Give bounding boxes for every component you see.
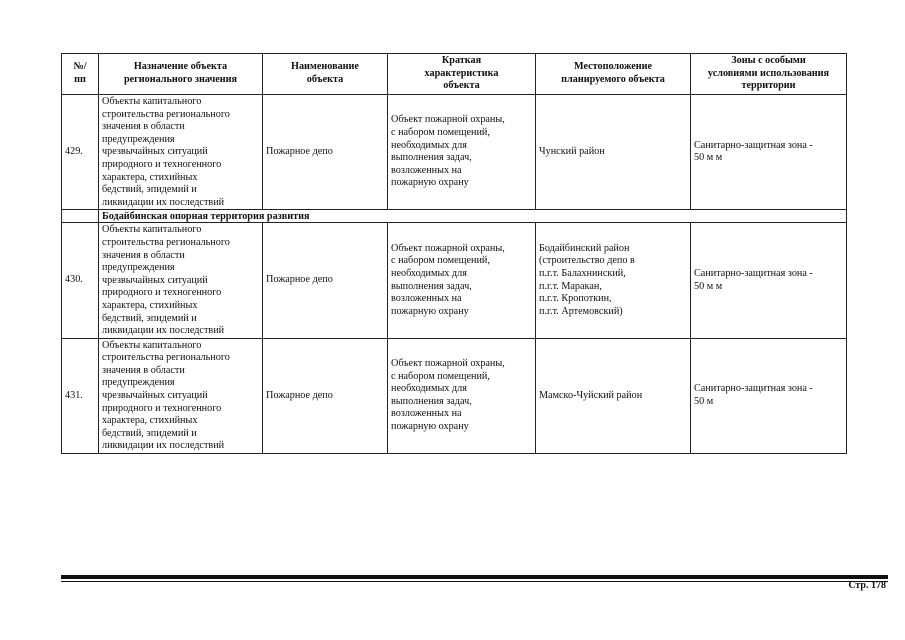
row-number: 429. [62,95,99,210]
row-object-name: Пожарное депо [263,223,388,338]
row-object-name: Пожарное депо [263,95,388,210]
row-location: Бодайбинский район (строительство депо в п.г.т. Балахнинский, п.г.т. Маракан, п.г.т. Кропоткин, п.г.т. Артемовский) [536,223,691,338]
row-purpose: Объекты капитального строительства регионального значения в области предупреждения чрезвычайных ситуаций природного и техногенного характера, стихийных бедствий, эпидемий и ликвидации их последствий [99,95,263,210]
table-header-row [62,54,847,95]
table-row [62,95,847,210]
row-purpose: Объекты капитального строительства регионального значения в области предупреждения чрезвычайных ситуаций природного и техногенного характера, стихийных бедствий, эпидемий и ликвидации их последствий [99,223,263,338]
row-number: 430. [62,223,99,338]
row-description: Объект пожарной охраны, с набором помещений, необходимых для выполнения задач, возложенных на пожарную охрану [388,95,536,210]
row-purpose: Объекты капитального строительства регионального значения в области предупреждения чрезвычайных ситуаций природного и техногенного характера, стихийных бедствий, эпидемий и ликвидации их последствий [99,338,263,453]
table-row [62,338,847,453]
section-spacer-cell [62,210,99,223]
row-object-name: Пожарное депо [263,338,388,453]
section-title: Бодайбинская опорная территория развития [99,210,847,223]
row-location: Мамско-Чуйский район [536,338,691,453]
row-number: 431. [62,338,99,453]
row-location: Чунский район [536,95,691,210]
page-number: Стр. 178 [848,580,886,591]
objects-table [61,53,847,454]
section-row [62,210,847,223]
header-description: Краткая характеристика объекта [388,54,536,95]
header-number: №/ пп [62,54,99,95]
row-zones: Санитарно-защитная зона - 50 м [691,338,847,453]
row-zones: Санитарно-защитная зона - 50 м м [691,223,847,338]
row-description: Объект пожарной охраны, с набором помещений, необходимых для выполнения задач, возложенных на пожарную охрану [388,223,536,338]
footer-divider-thick [61,575,888,579]
header-location: Местоположение планируемого объекта [536,54,691,95]
footer-divider-thin [61,581,888,582]
row-description: Объект пожарной охраны, с набором помещений, необходимых для выполнения задач, возложенных на пожарную охрану [388,338,536,453]
header-object-name: Наименование объекта [263,54,388,95]
row-zones: Санитарно-защитная зона - 50 м м [691,95,847,210]
table-row [62,223,847,338]
header-purpose: Назначение объекта регионального значения [99,54,263,95]
header-zones: Зоны с особыми условиями использования территории [691,54,847,95]
